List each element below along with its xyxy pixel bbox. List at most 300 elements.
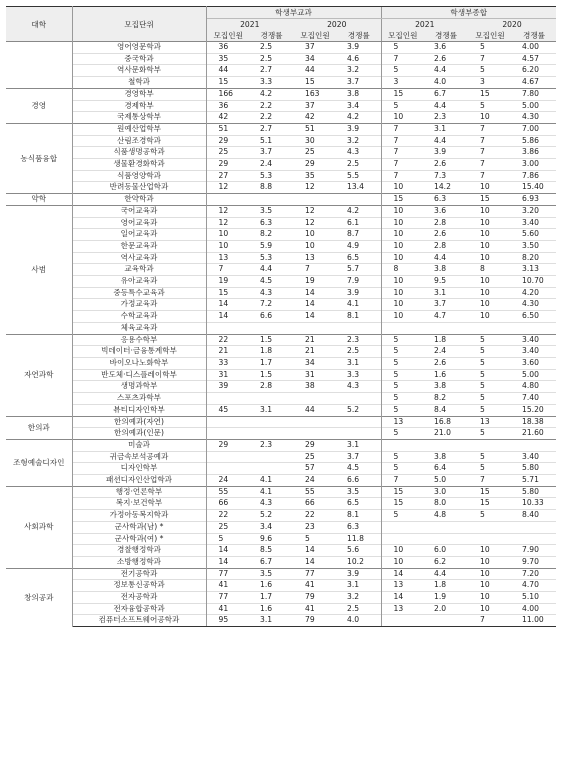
table-row [6,334,556,346]
header-ratio: 경쟁률 [512,30,556,42]
header-ratio: 경쟁률 [424,30,468,42]
recruit-count-cell [206,428,250,440]
page [6,6,556,627]
recruit-count-cell: 25 [293,147,337,159]
recruit-count-cell: 29 [293,439,337,451]
recruit-count-cell: 10 [468,299,512,311]
recruit-count-cell: 10 [381,205,424,217]
competition-ratio-cell: 3.2 [337,65,381,77]
recruit-count-cell: 13 [468,416,512,428]
competition-ratio-cell: 3.40 [512,346,556,358]
competition-ratio-cell: 11.00 [512,615,556,627]
competition-ratio-cell: 6.4 [424,463,468,475]
recruit-count-cell: 15 [381,498,424,510]
department-name: 체육교육과 [72,322,206,334]
recruit-count-cell [468,521,512,533]
recruit-count-cell: 55 [293,486,337,498]
competition-ratio-cell: 3.1 [337,439,381,451]
table-row [6,510,556,522]
competition-ratio-cell: 4.4 [424,65,468,77]
recruit-count-cell: 10 [468,287,512,299]
department-name: 패션디자인산업학과 [72,475,206,487]
recruit-count-cell: 42 [293,112,337,124]
college-name: 사회과학 [6,486,72,568]
table-row [6,240,556,252]
table-row [6,123,556,135]
header-unit: 모집단위 [72,7,206,42]
competition-ratio-cell: 3.1 [250,615,293,627]
department-name: 가정아동복지학과 [72,510,206,522]
competition-ratio-cell: 5.86 [512,135,556,147]
recruit-count-cell: 41 [293,603,337,615]
recruit-count-cell: 25 [206,521,250,533]
competition-ratio-cell: 2.3 [424,112,468,124]
recruit-count-cell [206,463,250,475]
recruit-count-cell [206,451,250,463]
competition-ratio-cell [337,428,381,440]
competition-ratio-cell: 3.1 [424,123,468,135]
competition-ratio-cell: 4.00 [512,603,556,615]
department-name: 식품생명공학과 [72,147,206,159]
competition-ratio-cell: 1.8 [424,580,468,592]
header-ratio: 경쟁률 [250,30,293,42]
competition-ratio-cell: 3.40 [512,334,556,346]
recruit-count-cell: 44 [293,404,337,416]
competition-ratio-cell: 5.10 [512,592,556,604]
table-row [6,217,556,229]
competition-ratio-cell: 3.5 [250,205,293,217]
recruit-count-cell: 10 [468,252,512,264]
department-name: 일어교육과 [72,229,206,241]
header-college: 대학 [6,7,72,42]
competition-ratio-cell [424,533,468,545]
recruit-count-cell: 10 [381,229,424,241]
recruit-count-cell: 7 [468,53,512,65]
competition-ratio-cell [337,322,381,334]
recruit-count-cell [381,615,424,627]
competition-ratio-cell [250,322,293,334]
department-name: 유아교육과 [72,276,206,288]
recruit-count-cell: 10 [468,580,512,592]
recruit-count-cell: 7 [468,475,512,487]
table-row [6,428,556,440]
competition-ratio-cell: 4.2 [337,112,381,124]
recruit-count-cell: 7 [468,135,512,147]
recruit-count-cell: 10 [468,182,512,194]
recruit-count-cell: 15 [468,194,512,206]
recruit-count-cell: 38 [293,381,337,393]
recruit-count-cell: 15 [381,194,424,206]
table-row [6,229,556,241]
recruit-count-cell: 31 [206,369,250,381]
recruit-count-cell: 24 [293,475,337,487]
department-name: 한의예과(자연) [72,416,206,428]
recruit-count-cell: 10 [381,545,424,557]
recruit-count-cell: 5 [468,100,512,112]
table-row [6,568,556,580]
competition-ratio-cell [250,416,293,428]
competition-ratio-cell: 2.8 [424,240,468,252]
competition-ratio-cell: 5.2 [337,404,381,416]
header-year: 2021 [381,19,468,31]
recruit-count-cell: 41 [206,580,250,592]
recruit-count-cell: 66 [206,498,250,510]
competition-ratio-cell: 8.1 [337,311,381,323]
competition-ratio-cell: 1.5 [250,369,293,381]
competition-ratio-cell [512,533,556,545]
competition-ratio-cell: 3.00 [512,159,556,171]
table-row [6,381,556,393]
recruit-count-cell [293,428,337,440]
competition-ratio-cell: 2.5 [250,53,293,65]
competition-ratio-cell: 1.6 [250,603,293,615]
table-row [6,287,556,299]
recruit-count-cell: 15 [381,486,424,498]
recruit-count-cell: 10 [468,112,512,124]
department-name: 미술과 [72,439,206,451]
recruit-count-cell: 95 [206,615,250,627]
competition-ratio-cell [250,393,293,405]
competition-ratio-cell: 7.86 [512,170,556,182]
competition-ratio-cell: 3.1 [337,580,381,592]
recruit-count-cell [381,322,424,334]
recruit-count-cell: 5 [381,357,424,369]
recruit-count-cell: 14 [206,299,250,311]
recruit-count-cell: 29 [206,135,250,147]
competition-ratio-cell: 2.4 [250,159,293,171]
competition-ratio-cell: 4.4 [424,252,468,264]
recruit-count-cell: 5 [381,451,424,463]
recruit-count-cell: 15 [293,77,337,89]
department-name: 중등특수교육과 [72,287,206,299]
competition-ratio-cell: 4.5 [337,463,381,475]
recruit-count-cell: 10 [381,276,424,288]
competition-ratio-cell: 1.8 [424,334,468,346]
table-row [6,311,556,323]
recruit-count-cell: 57 [293,463,337,475]
competition-ratio-cell: 10.33 [512,498,556,510]
recruit-count-cell: 24 [206,475,250,487]
recruit-count-cell: 15 [468,498,512,510]
competition-ratio-cell: 4.0 [424,77,468,89]
department-name: 국어교육과 [72,205,206,217]
recruit-count-cell: 8 [381,264,424,276]
recruit-count-cell: 23 [293,521,337,533]
recruit-count-cell: 5 [468,428,512,440]
department-name: 전자공학과 [72,592,206,604]
competition-ratio-cell: 4.9 [337,240,381,252]
department-name: 국제통상학부 [72,112,206,124]
competition-ratio-cell: 4.1 [250,475,293,487]
recruit-count-cell: 14 [381,568,424,580]
competition-ratio-cell: 16.8 [424,416,468,428]
table-row [6,498,556,510]
department-name: 전기공학과 [72,568,206,580]
competition-ratio-cell: 5.80 [512,463,556,475]
college-name: 한의과 [6,416,72,439]
recruit-count-cell: 7 [468,615,512,627]
recruit-count-cell [468,439,512,451]
competition-ratio-cell: 4.3 [337,147,381,159]
recruit-count-cell: 7 [381,159,424,171]
recruit-count-cell: 7 [468,123,512,135]
recruit-count-cell: 5 [468,381,512,393]
recruit-count-cell: 7 [381,53,424,65]
table-row [6,299,556,311]
recruit-count-cell: 10 [468,592,512,604]
table-row [6,322,556,334]
recruit-count-cell: 10 [468,276,512,288]
competition-ratio-cell: 4.1 [337,299,381,311]
competition-ratio-cell: 3.50 [512,240,556,252]
competition-ratio-cell: 4.80 [512,381,556,393]
recruit-count-cell: 12 [206,217,250,229]
recruit-count-cell: 25 [206,147,250,159]
competition-ratio-cell: 3.4 [250,521,293,533]
competition-ratio-cell: 3.9 [337,287,381,299]
college-name [6,42,72,89]
recruit-count-cell: 29 [206,439,250,451]
recruit-count-cell: 12 [206,205,250,217]
recruit-count-cell: 10 [381,240,424,252]
competition-ratio-cell: 6.5 [337,252,381,264]
competition-ratio-cell: 3.0 [424,486,468,498]
recruit-count-cell: 30 [293,135,337,147]
competition-ratio-cell: 4.57 [512,53,556,65]
competition-ratio-cell: 9.70 [512,556,556,568]
recruit-count-cell: 7 [206,264,250,276]
competition-ratio-cell: 3.1 [424,287,468,299]
recruit-count-cell: 12 [293,182,337,194]
recruit-count-cell: 5 [468,65,512,77]
competition-ratio-cell: 6.7 [424,88,468,100]
competition-ratio-cell: 2.5 [337,603,381,615]
competition-ratio-cell: 3.6 [424,42,468,54]
competition-ratio-cell: 5.5 [337,170,381,182]
competition-ratio-cell: 4.4 [424,568,468,580]
competition-ratio-cell: 7.2 [250,299,293,311]
competition-ratio-cell: 5.3 [250,170,293,182]
recruit-count-cell: 35 [206,53,250,65]
recruit-count-cell: 41 [206,603,250,615]
competition-ratio-cell: 3.1 [250,404,293,416]
competition-ratio-cell: 4.6 [337,53,381,65]
competition-ratio-cell [337,416,381,428]
competition-ratio-cell: 1.7 [250,357,293,369]
table-row [6,205,556,217]
competition-ratio-cell: 2.5 [337,346,381,358]
recruit-count-cell: 22 [293,510,337,522]
recruit-count-cell: 39 [206,381,250,393]
competition-ratio-cell [424,439,468,451]
table-row [6,580,556,592]
competition-ratio-cell: 10.2 [337,556,381,568]
recruit-count-cell: 7 [468,170,512,182]
recruit-count-cell: 5 [468,451,512,463]
competition-ratio-cell: 2.3 [250,439,293,451]
competition-ratio-cell: 3.5 [250,568,293,580]
recruit-count-cell [293,393,337,405]
department-name: 컴퓨터소프트웨어공학과 [72,615,206,627]
table-row [6,393,556,405]
competition-ratio-cell: 2.8 [424,217,468,229]
recruit-count-cell: 25 [293,451,337,463]
competition-ratio-cell: 4.67 [512,77,556,89]
recruit-count-cell: 45 [206,404,250,416]
competition-ratio-cell: 4.7 [424,311,468,323]
competition-ratio-cell: 2.2 [250,112,293,124]
competition-ratio-cell: 6.7 [250,556,293,568]
competition-ratio-cell: 3.9 [337,123,381,135]
recruit-count-cell: 22 [206,510,250,522]
recruit-count-cell: 13 [381,603,424,615]
department-name: 가정교육과 [72,299,206,311]
table-row [6,615,556,627]
competition-ratio-cell: 6.93 [512,194,556,206]
department-name: 전자융합공학과 [72,603,206,615]
recruit-count-cell [381,521,424,533]
table-row [6,404,556,416]
competition-ratio-cell: 9.6 [250,533,293,545]
competition-ratio-cell [250,463,293,475]
competition-ratio-cell: 7.9 [337,276,381,288]
recruit-count-cell: 10 [381,112,424,124]
department-name: 한의예과(인문) [72,428,206,440]
department-name: 바이오나노화학부 [72,357,206,369]
department-name: 영어영문학과 [72,42,206,54]
recruit-count-cell: 7 [381,170,424,182]
recruit-count-cell: 5 [468,346,512,358]
header-recruit: 모집인원 [293,30,337,42]
recruit-count-cell: 15 [206,77,250,89]
table-row [6,135,556,147]
college-name: 자연과학 [6,334,72,416]
recruit-count-cell: 8 [468,264,512,276]
table-row [6,65,556,77]
department-name: 역사교육과 [72,252,206,264]
competition-ratio-cell: 3.8 [424,264,468,276]
table-row [6,159,556,171]
competition-ratio-cell: 2.2 [250,100,293,112]
recruit-count-cell: 5 [468,42,512,54]
recruit-count-cell [293,322,337,334]
recruit-count-cell: 10 [381,299,424,311]
competition-ratio-cell: 3.40 [512,451,556,463]
competition-ratio-cell: 6.0 [424,545,468,557]
recruit-count-cell: 7 [381,123,424,135]
table-row [6,346,556,358]
recruit-count-cell: 77 [293,568,337,580]
competition-ratio-cell: 5.9 [250,240,293,252]
competition-ratio-cell: 4.20 [512,287,556,299]
department-name: 정보통신공학과 [72,580,206,592]
recruit-count-cell: 10 [468,229,512,241]
header-year: 2020 [293,19,381,31]
competition-ratio-cell: 1.6 [424,369,468,381]
recruit-count-cell: 22 [206,334,250,346]
recruit-count-cell: 5 [381,100,424,112]
recruit-count-cell: 41 [293,580,337,592]
recruit-count-cell: 5 [381,42,424,54]
table-row [6,88,556,100]
recruit-count-cell: 10 [381,182,424,194]
recruit-count-cell: 7 [468,147,512,159]
department-name: 복지·보건학부 [72,498,206,510]
recruit-count-cell: 15 [381,88,424,100]
competition-ratio-cell: 2.7 [250,65,293,77]
competition-ratio-cell: 3.3 [337,369,381,381]
competition-ratio-cell: 4.2 [337,205,381,217]
competition-ratio-cell: 8.7 [337,229,381,241]
department-name: 산림조경학과 [72,135,206,147]
recruit-count-cell: 15 [468,486,512,498]
competition-ratio-cell: 3.8 [337,88,381,100]
competition-ratio-cell: 5.6 [337,545,381,557]
department-name: 반려동물산업학과 [72,182,206,194]
recruit-count-cell: 77 [206,568,250,580]
competition-ratio-cell [424,615,468,627]
competition-ratio-cell: 4.30 [512,112,556,124]
recruit-count-cell: 5 [381,428,424,440]
competition-ratio-cell [512,521,556,533]
recruit-count-cell: 12 [293,205,337,217]
recruit-count-cell: 13 [381,580,424,592]
competition-ratio-cell: 4.4 [424,100,468,112]
competition-ratio-cell: 2.6 [424,159,468,171]
recruit-count-cell: 10 [293,229,337,241]
recruit-count-cell: 51 [206,123,250,135]
competition-ratio-cell [337,393,381,405]
recruit-count-cell: 10 [468,217,512,229]
header-ratio: 경쟁률 [337,30,381,42]
competition-ratio-cell: 4.5 [250,276,293,288]
department-name: 군사학과(여) * [72,533,206,545]
competition-ratio-cell: 5.2 [250,510,293,522]
recruit-count-cell: 33 [206,357,250,369]
department-name: 한문교육과 [72,240,206,252]
table-row [6,416,556,428]
department-name: 원예산업학부 [72,123,206,135]
competition-ratio-cell: 3.7 [337,77,381,89]
college-name: 창의공과 [6,568,72,627]
department-name: 디자인학부 [72,463,206,475]
competition-ratio-cell: 3.60 [512,357,556,369]
competition-ratio-cell: 4.8 [424,510,468,522]
department-name: 철학과 [72,77,206,89]
recruit-count-cell: 5 [381,404,424,416]
header-year: 2020 [468,19,556,31]
recruit-count-cell: 166 [206,88,250,100]
recruit-count-cell: 19 [293,276,337,288]
department-name: 역사문화학부 [72,65,206,77]
competition-ratio-cell: 6.3 [424,194,468,206]
competition-ratio-cell: 2.7 [250,123,293,135]
competition-ratio-cell: 9.5 [424,276,468,288]
competition-ratio-cell: 8.1 [337,510,381,522]
table-row [6,475,556,487]
competition-ratio-cell: 7.80 [512,88,556,100]
recruit-count-cell [468,322,512,334]
competition-ratio-cell [337,194,381,206]
competition-ratio-cell: 4.30 [512,299,556,311]
recruit-count-cell: 21 [293,334,337,346]
header-recruit: 모집인원 [381,30,424,42]
department-name: 스포츠과학부 [72,393,206,405]
recruit-count-cell: 10 [468,311,512,323]
competition-ratio-cell: 6.6 [337,475,381,487]
competition-ratio-cell: 4.70 [512,580,556,592]
table-row [6,182,556,194]
